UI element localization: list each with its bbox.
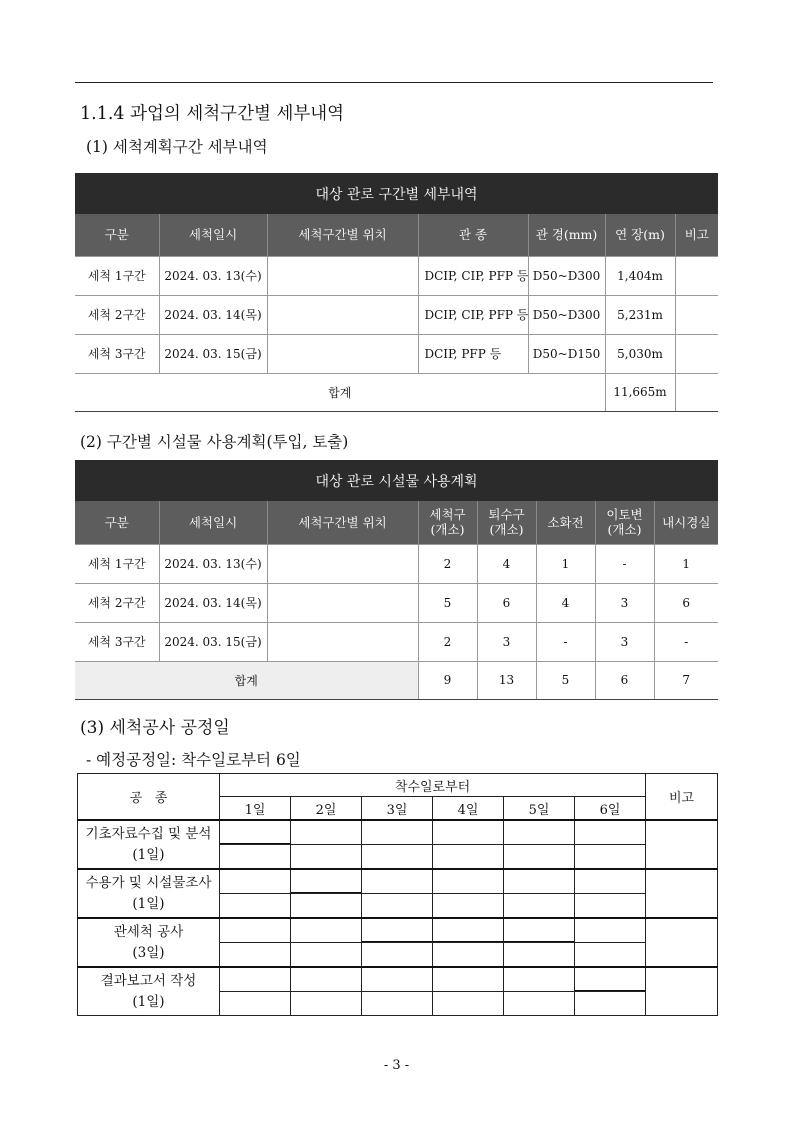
day-cell bbox=[575, 943, 646, 968]
table-row bbox=[75, 295, 718, 334]
table-cell: 1 bbox=[536, 544, 595, 583]
day-cell bbox=[433, 918, 504, 943]
column-header: 연 장(m) bbox=[605, 214, 675, 256]
process-name: 수용가 및 시설물조사 bbox=[85, 874, 212, 891]
column-header: 구분 bbox=[75, 214, 159, 256]
table-cell: 세척 3구간 bbox=[75, 334, 159, 373]
table-cell: 세척 3구간 bbox=[75, 622, 159, 661]
table-cell bbox=[675, 373, 718, 411]
table-row bbox=[75, 544, 718, 583]
column-header: 구분 bbox=[75, 501, 159, 544]
table-title: 대상 관로 구간별 세부내역 bbox=[75, 173, 718, 214]
process-row bbox=[78, 820, 718, 845]
table-cell: 세척 2구간 bbox=[75, 295, 159, 334]
day-cell bbox=[504, 943, 575, 968]
note-header: 비고 bbox=[646, 774, 718, 821]
table-cell: - bbox=[595, 544, 654, 583]
process-duration: (1일) bbox=[132, 993, 165, 1010]
table-cell: 1,404m bbox=[605, 256, 675, 295]
day-cell bbox=[362, 992, 433, 1016]
table-title: 대상 관로 시설물 사용계획 bbox=[75, 460, 718, 501]
process-label bbox=[78, 869, 220, 918]
total-value: 11,665m bbox=[605, 373, 675, 411]
day-cell bbox=[504, 845, 575, 870]
day-cell bbox=[291, 967, 362, 992]
day-cell bbox=[291, 918, 362, 943]
total-value: 9 bbox=[418, 661, 477, 699]
day-header: 1일 bbox=[220, 797, 291, 821]
page-number: - 3 - bbox=[383, 1058, 410, 1073]
day-cell bbox=[433, 894, 504, 919]
table-cell: 2024. 03. 13(수) bbox=[159, 256, 267, 295]
process-label bbox=[78, 967, 220, 1016]
day-cell bbox=[504, 869, 575, 894]
day-cell bbox=[291, 894, 362, 919]
process-header: 공 종 bbox=[78, 774, 220, 821]
table-cell bbox=[267, 544, 418, 583]
column-header: 관 종 bbox=[418, 214, 528, 256]
process-duration: (1일) bbox=[132, 846, 165, 863]
table-cell: 2024. 03. 14(목) bbox=[159, 583, 267, 622]
day-cell bbox=[433, 845, 504, 870]
table-cell: D50~D150 bbox=[528, 334, 605, 373]
note-cell bbox=[646, 869, 718, 918]
process-name: 결과보고서 작성 bbox=[100, 972, 197, 989]
day-cell bbox=[575, 894, 646, 919]
day-cell bbox=[291, 845, 362, 870]
day-cell bbox=[220, 943, 291, 968]
process-row bbox=[78, 967, 718, 992]
table-cell: DCIP, PFP 등 bbox=[418, 334, 528, 373]
table-cell: 6 bbox=[477, 583, 536, 622]
day-header: 2일 bbox=[291, 797, 362, 821]
total-value: 6 bbox=[595, 661, 654, 699]
table-cell: 3 bbox=[595, 622, 654, 661]
day-cell bbox=[362, 918, 433, 943]
day-cell bbox=[220, 845, 291, 870]
total-value: 7 bbox=[654, 661, 718, 699]
total-label: 합계 bbox=[75, 661, 418, 699]
table-cell: 2 bbox=[418, 544, 477, 583]
table-cell: 3 bbox=[477, 622, 536, 661]
table-cell: - bbox=[536, 622, 595, 661]
facility-usage-table bbox=[75, 460, 718, 700]
table-cell: 5,231m bbox=[605, 295, 675, 334]
total-row bbox=[75, 661, 718, 699]
table-row bbox=[75, 334, 718, 373]
day-cell bbox=[220, 869, 291, 894]
day-cell bbox=[433, 869, 504, 894]
process-duration: (3일) bbox=[132, 944, 165, 961]
note-cell bbox=[646, 820, 718, 869]
subsection-3-title: (3) 세척공사 공정일 bbox=[80, 718, 230, 738]
total-value: 5 bbox=[536, 661, 595, 699]
day-cell bbox=[433, 992, 504, 1016]
day-cell bbox=[433, 820, 504, 845]
day-cell bbox=[362, 845, 433, 870]
table-cell: 5 bbox=[418, 583, 477, 622]
table-cell: - bbox=[654, 622, 718, 661]
header-unit: (개소) bbox=[489, 522, 524, 538]
day-cell bbox=[220, 894, 291, 919]
table-cell bbox=[675, 334, 718, 373]
day-cell bbox=[220, 820, 291, 845]
table-cell: 2024. 03. 15(금) bbox=[159, 622, 267, 661]
day-cell bbox=[220, 967, 291, 992]
table-cell: 2024. 03. 14(목) bbox=[159, 295, 267, 334]
day-cell bbox=[575, 967, 646, 992]
column-header: 소화전 bbox=[536, 501, 595, 544]
day-cell bbox=[433, 943, 504, 968]
table-row bbox=[75, 256, 718, 295]
table-cell: D50~D300 bbox=[528, 295, 605, 334]
header-unit: (개소) bbox=[607, 522, 642, 538]
day-cell bbox=[362, 869, 433, 894]
table-cell: 4 bbox=[536, 583, 595, 622]
table-cell bbox=[267, 295, 418, 334]
top-rule bbox=[75, 82, 713, 83]
table-cell: 세척 1구간 bbox=[75, 544, 159, 583]
table-cell: DCIP, CIP, PFP 등 bbox=[418, 295, 528, 334]
column-header: 세척일시 bbox=[159, 501, 267, 544]
day-cell bbox=[575, 820, 646, 845]
day-cell bbox=[575, 845, 646, 870]
day-cell bbox=[291, 869, 362, 894]
process-label bbox=[78, 820, 220, 869]
subsection-2-title: (2) 구간별 시설물 사용계획(투입, 토출) bbox=[80, 433, 349, 451]
day-cell bbox=[362, 967, 433, 992]
table-cell bbox=[675, 256, 718, 295]
day-cell bbox=[291, 943, 362, 968]
table-cell: 세척 1구간 bbox=[75, 256, 159, 295]
total-row bbox=[75, 373, 718, 411]
day-cell bbox=[362, 943, 433, 968]
header-line: 이토변 bbox=[606, 507, 643, 523]
note-cell bbox=[646, 967, 718, 1016]
day-cell bbox=[575, 869, 646, 894]
column-header: 비고 bbox=[675, 214, 718, 256]
subsection-1-title: (1) 세척계획구간 세부내역 bbox=[86, 138, 268, 156]
table-cell: 5,030m bbox=[605, 334, 675, 373]
process-row bbox=[78, 918, 718, 943]
total-value: 13 bbox=[477, 661, 536, 699]
table-cell: 2024. 03. 13(수) bbox=[159, 544, 267, 583]
total-label: 합계 bbox=[75, 373, 605, 411]
process-duration: (1일) bbox=[132, 895, 165, 912]
table-cell bbox=[267, 583, 418, 622]
process-row bbox=[78, 869, 718, 894]
day-cell bbox=[220, 992, 291, 1016]
day-cell bbox=[504, 894, 575, 919]
table-cell bbox=[267, 334, 418, 373]
day-header: 3일 bbox=[362, 797, 433, 821]
table-cell: 4 bbox=[477, 544, 536, 583]
day-cell bbox=[291, 992, 362, 1016]
day-header: 6일 bbox=[575, 797, 646, 821]
table-cell: D50~D300 bbox=[528, 256, 605, 295]
header-line: 퇴수구 bbox=[488, 507, 525, 523]
table-cell: 2024. 03. 15(금) bbox=[159, 334, 267, 373]
day-cell bbox=[504, 992, 575, 1016]
table-cell bbox=[267, 256, 418, 295]
schedule-note: - 예정공정일: 착수일로부터 6일 bbox=[86, 751, 301, 769]
column-header: 세척일시 bbox=[159, 214, 267, 256]
table-cell: 6 bbox=[654, 583, 718, 622]
column-header bbox=[477, 501, 536, 544]
table-cell: 세척 2구간 bbox=[75, 583, 159, 622]
day-cell bbox=[504, 918, 575, 943]
header-unit: (개소) bbox=[430, 522, 465, 538]
table-row bbox=[75, 622, 718, 661]
day-cell bbox=[362, 820, 433, 845]
day-cell bbox=[220, 918, 291, 943]
day-header: 5일 bbox=[504, 797, 575, 821]
day-cell bbox=[575, 918, 646, 943]
period-header: 착수일로부터 bbox=[220, 774, 646, 797]
table-row bbox=[75, 583, 718, 622]
table-cell: DCIP, CIP, PFP 등 bbox=[418, 256, 528, 295]
column-header: 관 경(mm) bbox=[528, 214, 605, 256]
process-label bbox=[78, 918, 220, 967]
section-detail-table bbox=[75, 173, 718, 412]
table-cell: 2 bbox=[418, 622, 477, 661]
table-cell bbox=[267, 622, 418, 661]
column-header bbox=[595, 501, 654, 544]
table-cell bbox=[675, 295, 718, 334]
table-cell: 3 bbox=[595, 583, 654, 622]
day-cell bbox=[291, 820, 362, 845]
day-cell bbox=[433, 967, 504, 992]
process-name: 관세척 공사 bbox=[113, 923, 184, 940]
day-cell bbox=[362, 894, 433, 919]
table-cell: 1 bbox=[654, 544, 718, 583]
column-header: 내시경실 bbox=[654, 501, 718, 544]
day-cell bbox=[504, 967, 575, 992]
column-header bbox=[418, 501, 477, 544]
day-cell bbox=[504, 820, 575, 845]
header-line: 세척구 bbox=[429, 507, 466, 523]
section-title: 1.1.4 과업의 세척구간별 세부내역 bbox=[80, 104, 345, 124]
day-cell bbox=[575, 992, 646, 1016]
process-name: 기초자료수집 및 분석 bbox=[85, 825, 212, 842]
day-header: 4일 bbox=[433, 797, 504, 821]
column-header: 세척구간별 위치 bbox=[267, 214, 418, 256]
schedule-gantt-table bbox=[77, 773, 718, 1016]
note-cell bbox=[646, 918, 718, 967]
column-header: 세척구간별 위치 bbox=[267, 501, 418, 544]
